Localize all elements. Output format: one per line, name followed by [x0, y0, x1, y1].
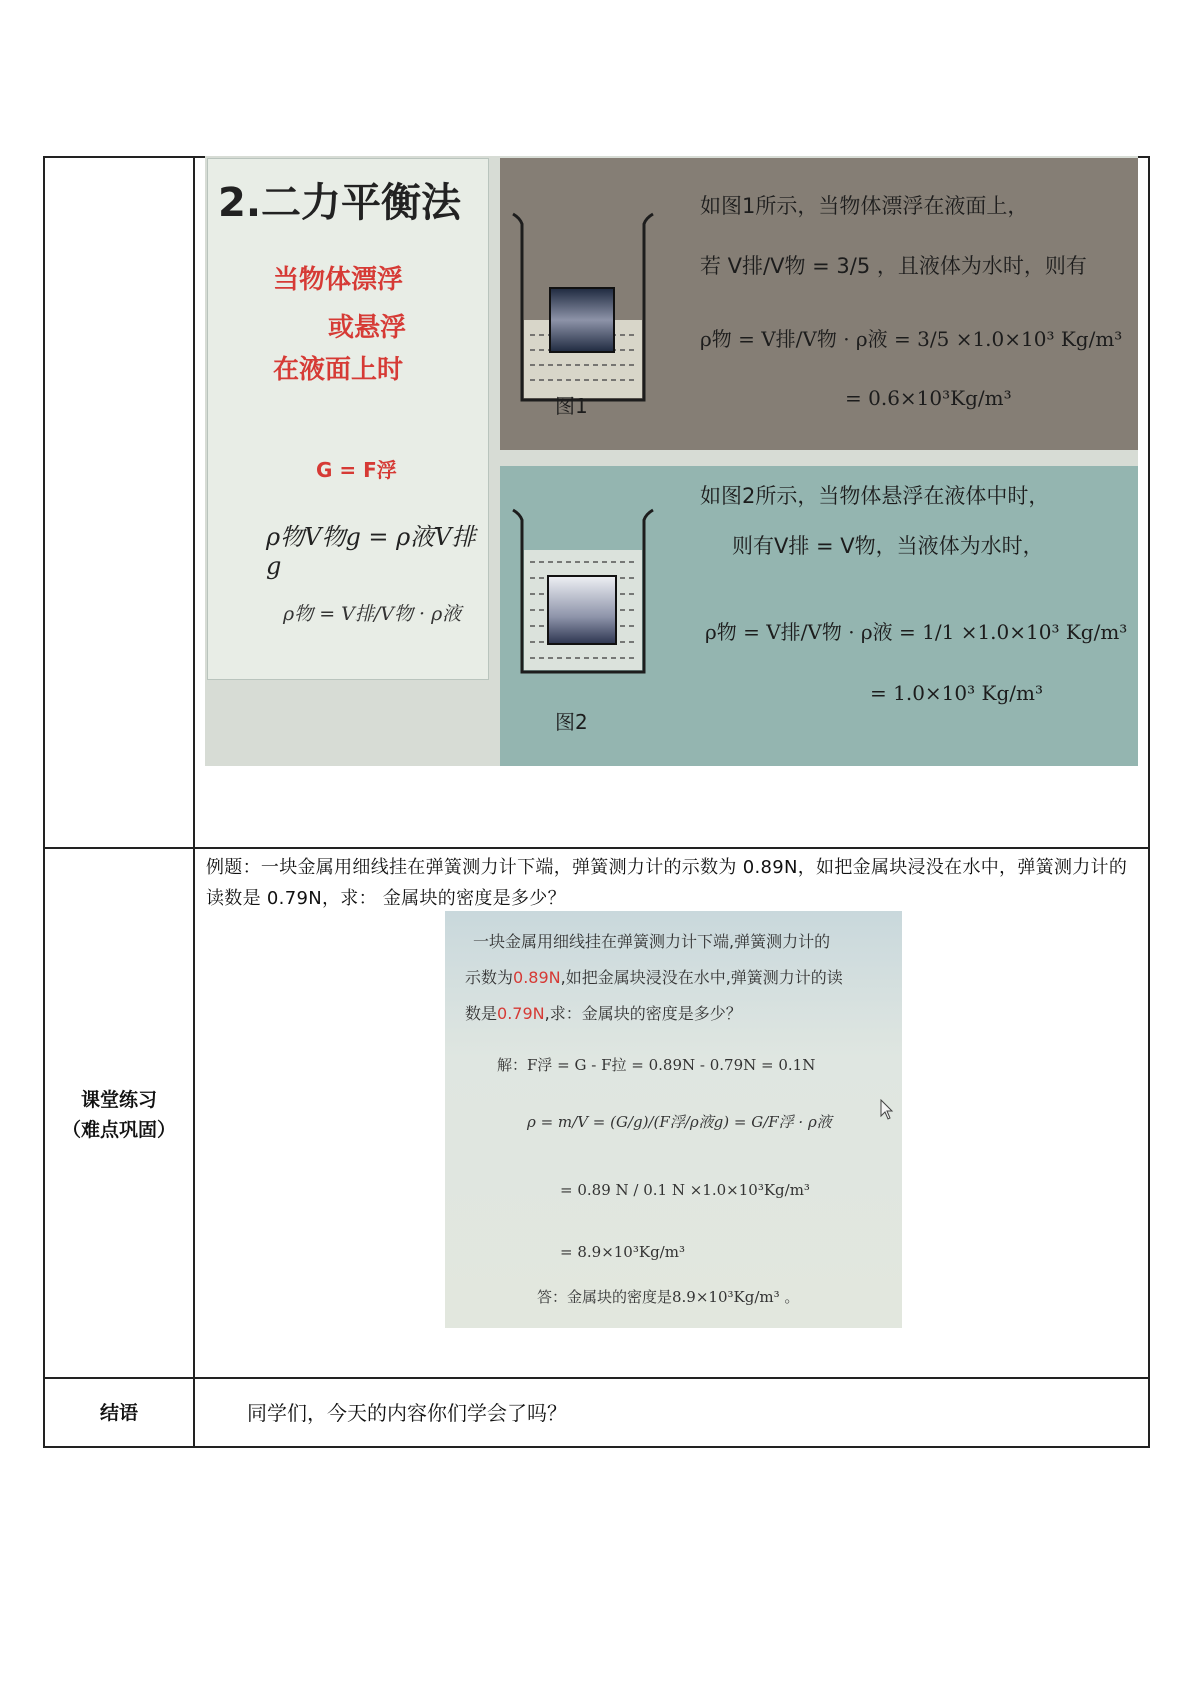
- slide-photo-two-force-balance: [205, 156, 1138, 766]
- closing-text: 同学们，今天的内容你们学会了吗？: [247, 1401, 567, 1425]
- figure2-text-line1: 如图2所示，当物体悬浮在液体中时，: [700, 484, 1050, 508]
- figure1-panel: [500, 158, 1138, 450]
- table-row-divider: [43, 847, 1150, 849]
- slide-equation-1: ρ物V物g = ρ液V排g: [266, 523, 476, 580]
- practice-label-line2: （难点巩固）: [61, 1119, 176, 1141]
- example-slide-question-line3: 数是0.79N,求：金属块的密度是多少？: [465, 1004, 742, 1023]
- example-slide-answer: 答：金属块的密度是8.9×10³Kg/m³ 。: [537, 1288, 800, 1306]
- practice-label-line1: 课堂练习: [80, 1089, 157, 1111]
- slide-title: 2.二力平衡法: [218, 180, 462, 226]
- beaker-floating-icon: [508, 210, 658, 420]
- figure1-result: = 0.6×10³Kg/m³: [845, 386, 1012, 410]
- slide-condition-line1: 当物体漂浮: [273, 265, 404, 295]
- slide-condition-line3: 在液面上时: [273, 355, 404, 385]
- figure2-result: = 1.0×10³ Kg/m³: [870, 681, 1043, 705]
- example-slide-question-line2: 示数为0.89N,如把金属块浸没在水中,弹簧测力计的读: [465, 968, 843, 987]
- slide-g-equals-f: G = F浮: [316, 458, 397, 482]
- figure1-text-line1: 如图1所示，当物体漂浮在液面上，: [700, 194, 1029, 218]
- example-question-text: 例题：一块金属用细线挂在弹簧测力计下端，弹簧测力计的示数为 0.89N，如把金属块浸没在水中，弹簧测力计的读数是 0.79N，求： 金属块的密度是多少？: [206, 857, 1128, 909]
- figure1-text-line2: 若 V排/V物 = 3/5 ，且液体为水时，则有: [700, 254, 1087, 278]
- mouse-pointer-icon: [879, 1099, 895, 1121]
- table-column-divider: [193, 156, 195, 1448]
- example-slide-question-line1: 一块金属用细线挂在弹簧测力计下端,弹簧测力计的: [473, 932, 831, 951]
- slide-equation-2: ρ物 = V排/V物 · ρ液: [283, 603, 462, 625]
- figure2-panel: [500, 466, 1138, 766]
- table-row-divider: [43, 1377, 1150, 1379]
- figure2-formula: ρ物 = V排/V物 · ρ液 = 1/1 ×1.0×10³ Kg/m³: [705, 620, 1128, 644]
- beaker-suspended-icon: [508, 506, 658, 686]
- example-slide-solution-line4: = 8.9×10³Kg/m³: [560, 1243, 685, 1261]
- figure2-caption: 图2: [555, 710, 588, 734]
- practice-row-label: [45, 1085, 193, 1145]
- slide-left-panel: [207, 158, 489, 680]
- example-slide-solution-line2: ρ = m/V = (G/g)/(F浮/ρ液g) = G/F浮 · ρ液: [527, 1113, 832, 1131]
- slide-photo-example-solution: [445, 911, 902, 1328]
- figure1-caption: 图1: [555, 394, 588, 418]
- closing-row-label: 结语: [99, 1402, 138, 1424]
- example-slide-solution-line1: 解：F浮 = G - F拉 = 0.89N - 0.79N = 0.1N: [497, 1056, 816, 1074]
- slide-condition-line2: 或悬浮: [328, 313, 407, 343]
- figure1-formula: ρ物 = V排/V物 · ρ液 = 3/5 ×1.0×10³ Kg/m³: [700, 327, 1123, 351]
- example-slide-solution-line3: = 0.89 N / 0.1 N ×1.0×10³Kg/m³: [560, 1181, 810, 1199]
- figure2-text-line2: 则有V排 = V物，当液体为水时，: [732, 534, 1044, 558]
